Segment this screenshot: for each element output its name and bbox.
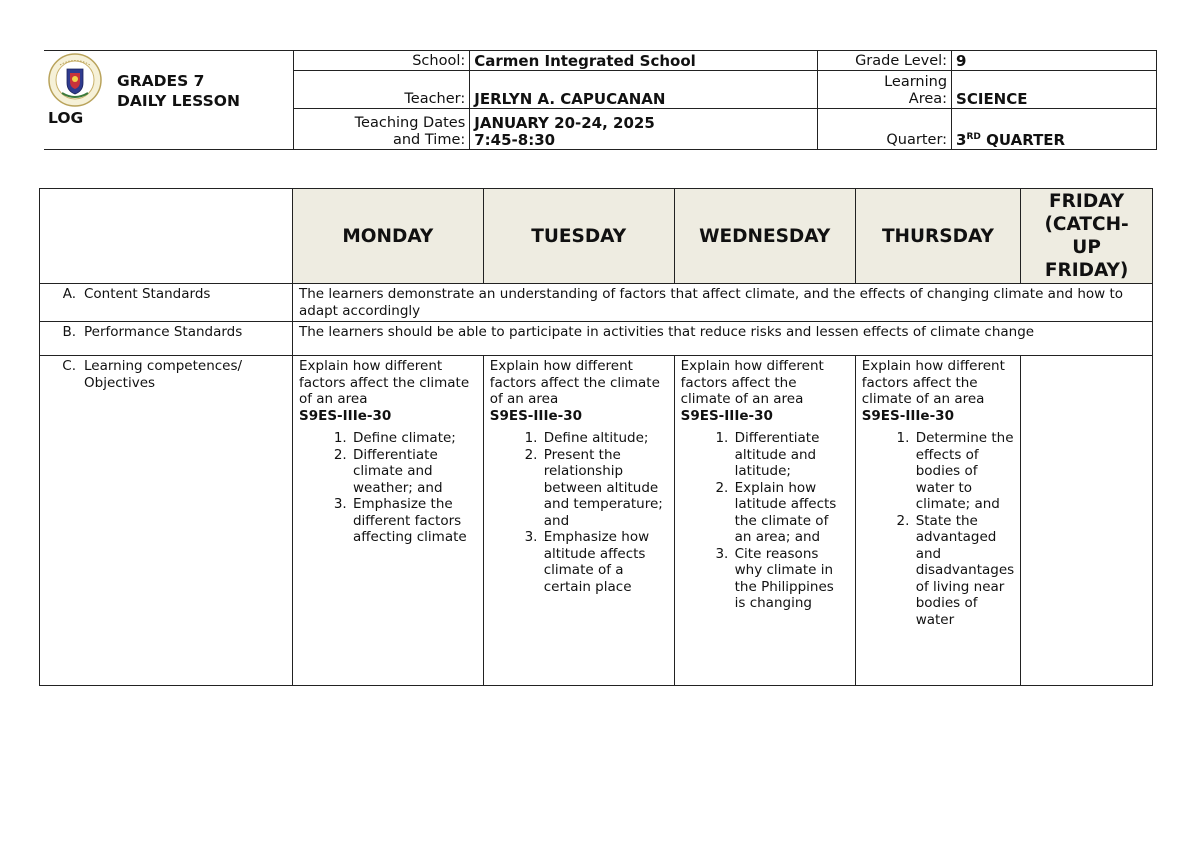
list-item: 2. Present the relationship between altitude and temperature; and [542, 447, 668, 530]
list-item: 1. Determine the effects of bodies of water to climate; and [914, 430, 1015, 513]
content-standards-row [40, 284, 1153, 322]
lesson-table [39, 188, 1153, 686]
list-item: 3. Emphasize the different factors affecting climate [351, 496, 477, 546]
objective-list [299, 430, 477, 546]
list-item: 1. Define altitude; [542, 430, 668, 447]
objectives-friday [1021, 356, 1153, 686]
school-label: School: [294, 51, 470, 71]
content-standards-text: The learners demonstrate an understanding of factors that affect climate, and the effects of changing climate and how to adapt accordingly [292, 284, 1152, 322]
competency-code: S9ES-IIIe-30 [861, 407, 954, 424]
document-title [117, 71, 240, 111]
title-line-2: DAILY LESSON [117, 92, 240, 110]
day-monday: MONDAY [292, 189, 483, 284]
quarter-value [952, 109, 1157, 150]
row-letter: C. [62, 358, 76, 374]
list-item: 2. Explain how latitude affects the climate of an area; and [733, 480, 849, 546]
list-item: 1. Define climate; [351, 430, 477, 447]
objectives-label [40, 356, 293, 686]
header-title-cell [44, 51, 294, 150]
list-item: 3. Cite reasons why climate in the Philippines is changing [733, 546, 849, 612]
row-letter: A. [62, 286, 76, 302]
teaching-dates-value [470, 109, 818, 150]
objective-list [490, 430, 668, 595]
row-label-text: Learning competences/ Objectives [84, 358, 243, 391]
objectives-monday [292, 356, 483, 686]
objective-intro: Explain how different factors affect the climate of an area [680, 358, 824, 407]
objective-list [862, 430, 1015, 628]
school-value: Carmen Integrated School [470, 51, 818, 71]
learning-area-label-line-2: Area: [908, 91, 948, 107]
header-table [44, 50, 1157, 150]
quarter-number: 3 [956, 131, 967, 149]
competency-code: S9ES-IIIe-30 [489, 407, 583, 424]
list-item: 2. State the advantaged and disadvantages of living near bodies of water [914, 513, 1015, 629]
list-item: 2. Differentiate climate and weather; and [351, 447, 477, 497]
competency-code: S9ES-IIIe-30 [298, 407, 392, 424]
performance-standards-row [40, 322, 1153, 356]
quarter-word: QUARTER [980, 131, 1066, 149]
corner-cell [40, 189, 293, 284]
grade-label: Grade Level: [818, 51, 952, 71]
teaching-dates-label [294, 109, 470, 150]
row-letter: B. [62, 324, 76, 340]
list-item: 3. Emphasize how altitude affects climate of a certain place [542, 529, 668, 595]
objective-intro: Explain how different factors affect the climate of an area [861, 358, 1005, 407]
row-label-text: Performance Standards [84, 324, 243, 340]
learning-area-value: SCIENCE [952, 71, 1157, 109]
teacher-label: Teacher: [294, 71, 470, 109]
teaching-dates-value-line-1: JANUARY 20-24, 2025 [474, 114, 655, 132]
day-friday [1021, 189, 1153, 284]
learning-area-label-line-1: Learning [884, 74, 948, 90]
day-wednesday: WEDNESDAY [674, 189, 855, 284]
objective-intro: Explain how different factors affect the climate of an area [489, 358, 660, 407]
objectives-thursday [855, 356, 1021, 686]
teaching-time-value: 7:45-8:30 [474, 131, 556, 149]
objectives-tuesday [483, 356, 674, 686]
content-standards-label [40, 284, 293, 322]
day-tuesday: TUESDAY [483, 189, 674, 284]
days-header-row [40, 189, 1153, 284]
day-friday-line-3: UP [1072, 237, 1101, 258]
teaching-dates-label-line-2: and Time: [392, 132, 466, 148]
grade-value: 9 [952, 51, 1157, 71]
day-friday-line-4: FRIDAY) [1044, 260, 1129, 281]
day-friday-line-1: FRIDAY [1049, 191, 1125, 212]
teacher-value: JERLYN A. CAPUCANAN [470, 71, 818, 109]
quarter-ordinal-suffix: RD [966, 132, 981, 142]
deped-seal-icon [48, 53, 102, 107]
objectives-wednesday [674, 356, 855, 686]
performance-standards-label [40, 322, 293, 356]
row-label-text: Content Standards [84, 286, 211, 302]
quarter-label: Quarter: [818, 109, 952, 150]
teaching-dates-label-line-1: Teaching Dates [354, 115, 466, 131]
objective-list [681, 430, 849, 612]
title-line-3: LOG [48, 109, 84, 127]
list-item: 1. Differentiate altitude and latitude; [733, 430, 849, 480]
competency-code: S9ES-IIIe-30 [680, 407, 773, 424]
title-line-1: GRADES 7 [117, 72, 205, 90]
objective-intro: Explain how different factors affect the climate of an area [298, 358, 470, 407]
objectives-row [40, 356, 1153, 686]
day-thursday: THURSDAY [855, 189, 1021, 284]
day-friday-line-2: (CATCH- [1044, 214, 1129, 235]
learning-area-label [818, 71, 952, 109]
performance-standards-text: The learners should be able to participate in activities that reduce risks and lessen effects of climate change [292, 322, 1152, 356]
